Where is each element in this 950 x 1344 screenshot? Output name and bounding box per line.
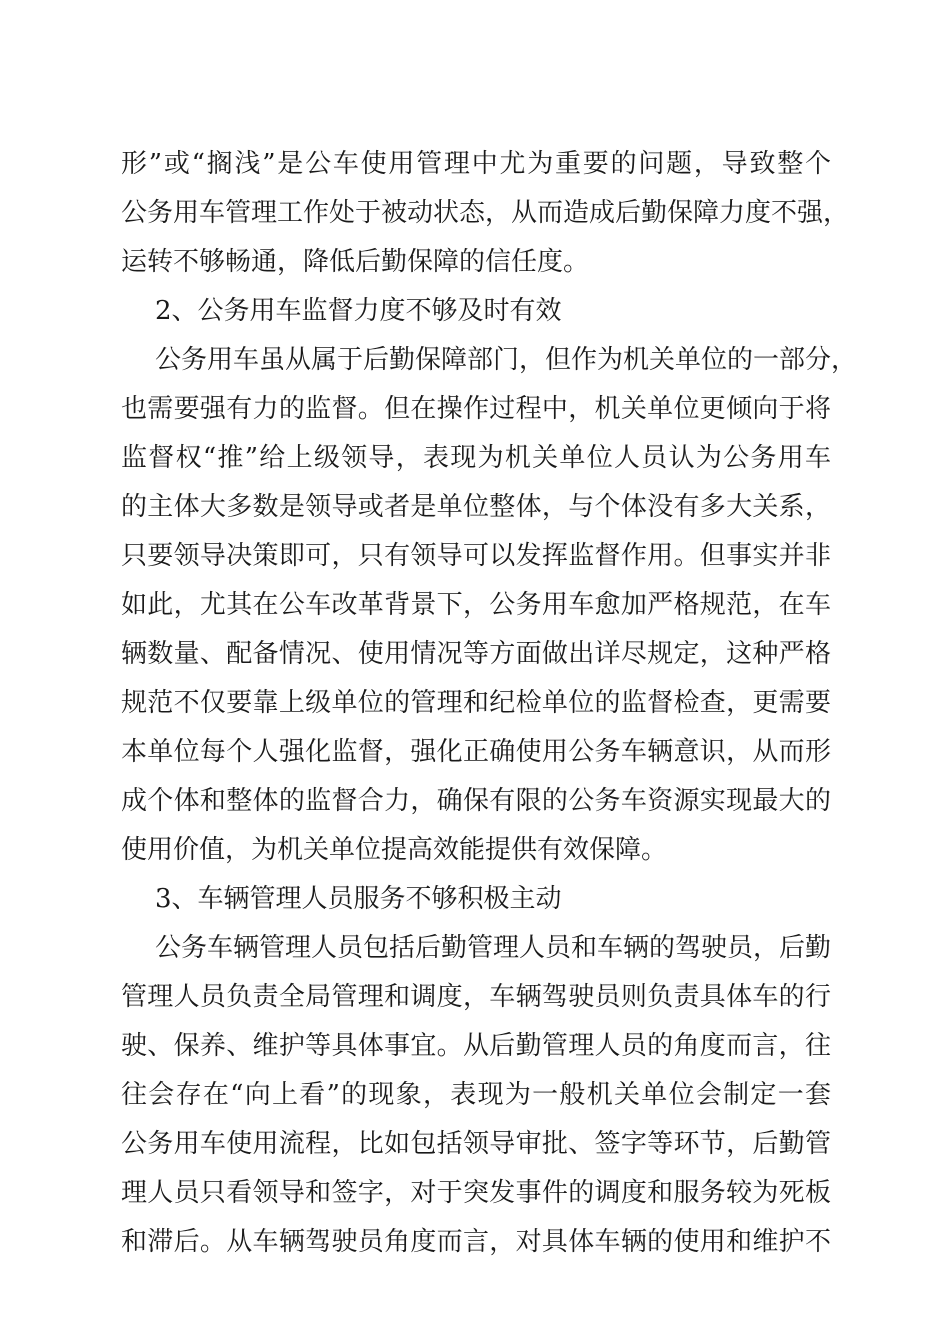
text-line: 和滞后。从车辆驾驶员角度而言，对具体车辆的使用和维护不: [121, 1227, 831, 1257]
text-line: 公务用车虽从属于后勤保障部门，但作为机关单位的一部分，: [155, 345, 858, 375]
text-line: 本单位每个人强化监督，强化正确使用公务车辆意识，从而形: [121, 737, 831, 767]
text-line: 公务用车使用流程，比如包括领导审批、签字等环节，后勤管: [121, 1129, 831, 1159]
text-line: 形”或“搁浅”是公车使用管理中尤为重要的问题，导致整个: [121, 149, 831, 179]
text-line: 公务用车管理工作处于被动状态，从而造成后勤保障力度不强，: [121, 198, 850, 228]
text-line: 理人员只看领导和签字，对于突发事件的调度和服务较为死板: [121, 1178, 831, 1208]
text-line: 运转不够畅通，降低后勤保障的信任度。: [121, 247, 590, 277]
text-line: 往会存在“向上看”的现象，表现为一般机关单位会制定一套: [121, 1080, 831, 1110]
section-heading-3: 3、车辆管理人员服务不够积极主动: [155, 884, 562, 914]
text-line: 辆数量、配备情况、使用情况等方面做出详尽规定，这种严格: [121, 639, 831, 669]
text-line: 规范不仅要靠上级单位的管理和纪检单位的监督检查，更需要: [121, 688, 831, 718]
text-line: 的主体大多数是领导或者是单位整体，与个体没有多大关系，: [121, 492, 831, 522]
text-line: 如此，尤其在公车改革背景下，公务用车愈加严格规范，在车: [121, 590, 831, 620]
text-line: 管理人员负责全局管理和调度，车辆驾驶员则负责具体车的行: [121, 982, 831, 1012]
text-line: 监督权“推”给上级领导，表现为机关单位人员认为公务用车: [121, 443, 831, 473]
text-line: 也需要强有力的监督。但在操作过程中，机关单位更倾向于将: [121, 394, 831, 424]
text-line: 公务车辆管理人员包括后勤管理人员和车辆的驾驶员，后勤: [155, 933, 832, 963]
text-line: 成个体和整体的监督合力，确保有限的公务车资源实现最大的: [121, 786, 831, 816]
text-line: 驶、保养、维护等具体事宜。从后勤管理人员的角度而言，往: [121, 1031, 831, 1061]
section-heading-2: 2、公务用车监督力度不够及时有效: [155, 296, 562, 326]
text-line: 使用价值，为机关单位提高效能提供有效保障。: [121, 835, 668, 865]
text-line: 只要领导决策即可，只有领导可以发挥监督作用。但事实并非: [121, 541, 831, 571]
